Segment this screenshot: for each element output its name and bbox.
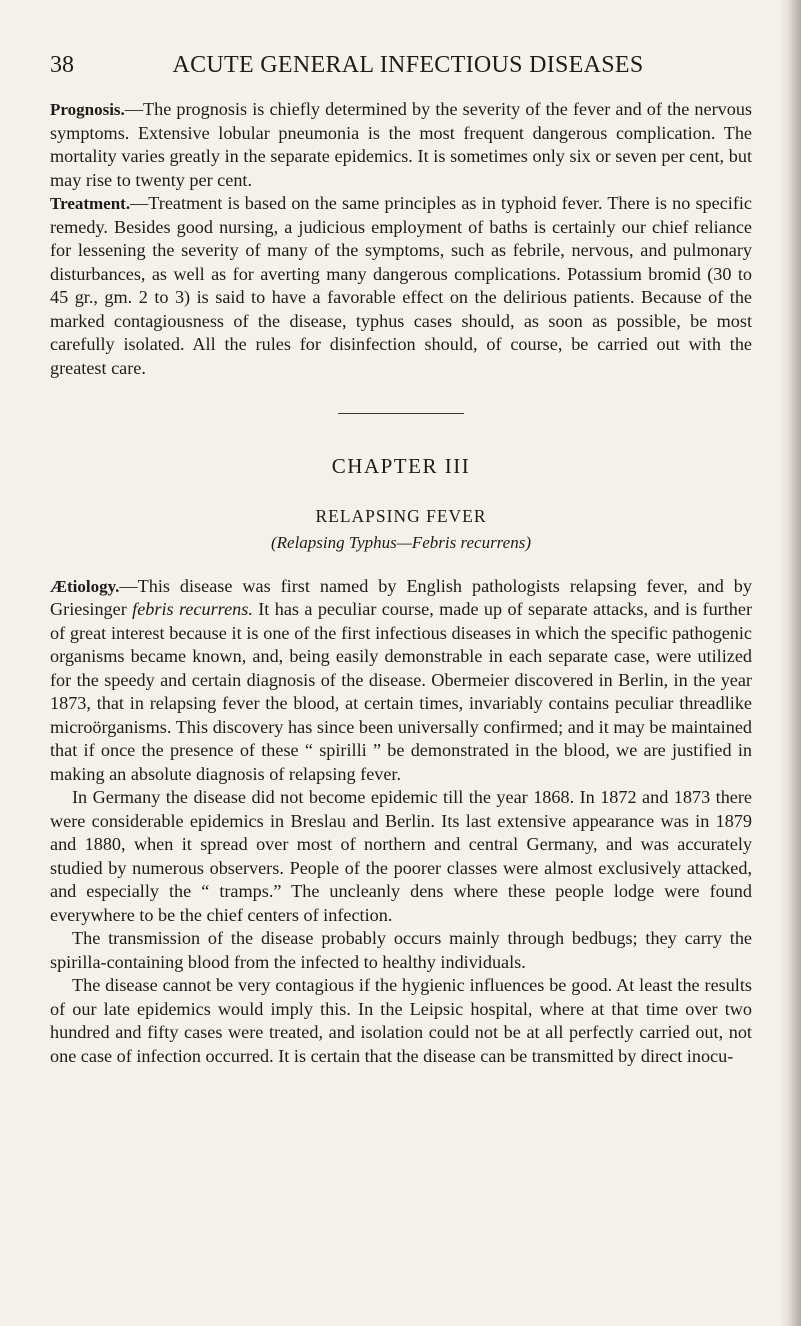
epidemic-paragraph: In Germany the disease did not become epidemic till the year 1868. In 1872 and 1873 there were considerable epidemics in Breslau and Berlin. Its last extensive appearance was in 1879 and 1880, when it spread over most of northern and central Germany, and was accurately studied by numerous observers. People of the poorer classes were almost exclusively attacked, and especially the “ tramps.” The uncleanly dens where these people lodge were found everywhere to be the chief centers of infection. bbox=[50, 787, 752, 925]
page-header bbox=[0, 52, 801, 82]
chapter-title: CHAPTER III bbox=[331, 454, 471, 478]
aetiology-text-italic: febris recurrens. bbox=[132, 599, 253, 619]
page-edge-shadow bbox=[779, 0, 801, 1326]
treatment-text: —Treatment is based on the same principles as in typhoid fever. There is no specific remedy. Besides good nursing, a judicious employment of baths is certainly our chief reliance for lessening the severity of many of the symptoms, such as febrile, nervous, and pulmonary disturbances, as well as for averting many dangerous complications. Potassium bromid (30 to 45 gr., gm. 2 to 3) is said to have a favorable effect on the delirious patients. Because of the marked contagiousness of the disease, typhus cases should, as soon as possible, be most carefully isolated. All the rules for disinfection should, of course, be carried out with the greatest care. bbox=[50, 193, 752, 378]
running-head: ACUTE GENERAL INFECTIOUS DISEASES bbox=[172, 52, 644, 78]
contagion-paragraph: The disease cannot be very contagious if the hygienic influences be good. At least the results of our late epidemics would imply this. In the Leipsic hospital, where at that time over two hundred and fifty cases were treated, and isolation could not be at all perfectly carried out, not one case of infection occurred. It is certain that the disease can be transmitted by direct inocu- bbox=[50, 975, 752, 1066]
page-number: 38 bbox=[50, 52, 74, 78]
aetiology-heading: Ætiology. bbox=[50, 576, 120, 596]
aetiology-text-1: —This disease was first named by English pathologists relapsing fever, and by Griesinger bbox=[50, 575, 752, 619]
prognosis-text: —The prognosis is chiefly determined by the severity of the fever and of the nervous symptoms. Extensive lobular pneumonia is the most frequent dangerous complication. The mortality varies greatly in the separate epidemics. It is sometimes only six or seven per cent, but may rise to twenty per cent. bbox=[50, 99, 752, 190]
chapter-subtitle: (Relapsing Typhus—Febris recurrens) bbox=[270, 533, 531, 552]
page-content bbox=[50, 98, 752, 1068]
section-divider bbox=[338, 413, 464, 414]
prognosis-heading: Prognosis. bbox=[50, 100, 125, 119]
transmission-paragraph: The transmission of the disease probably occurs mainly through bedbugs; they carry the spirilla-containing blood from the infected to healthy individuals. bbox=[50, 928, 752, 972]
aetiology-paragraph bbox=[50, 575, 752, 787]
section-title: RELAPSING FEVER bbox=[315, 505, 487, 526]
treatment-paragraph bbox=[50, 192, 752, 380]
prognosis-paragraph bbox=[50, 98, 752, 192]
treatment-heading: Treatment. bbox=[50, 194, 131, 213]
aetiology-text-2: It has a peculiar course, made up of separate attacks, and is further of great interest because it is one of the first infectious diseases in which the specific pathogenic organisms became known, and, being easily demonstrable in each separate case, were utilized for the speedy and certain diagnosis of the disease. Obermeier discovered in Berlin, in the year 1873, that in relapsing fever the blood, at certain times, invariably contains peculiar threadlike microörganisms. This discovery has since been universally confirmed; and it may be maintained that if once the presence of these “ spirilli ” be demonstrated in the blood, we are justified in making an absolute diagnosis of relapsing fever. bbox=[50, 599, 753, 784]
